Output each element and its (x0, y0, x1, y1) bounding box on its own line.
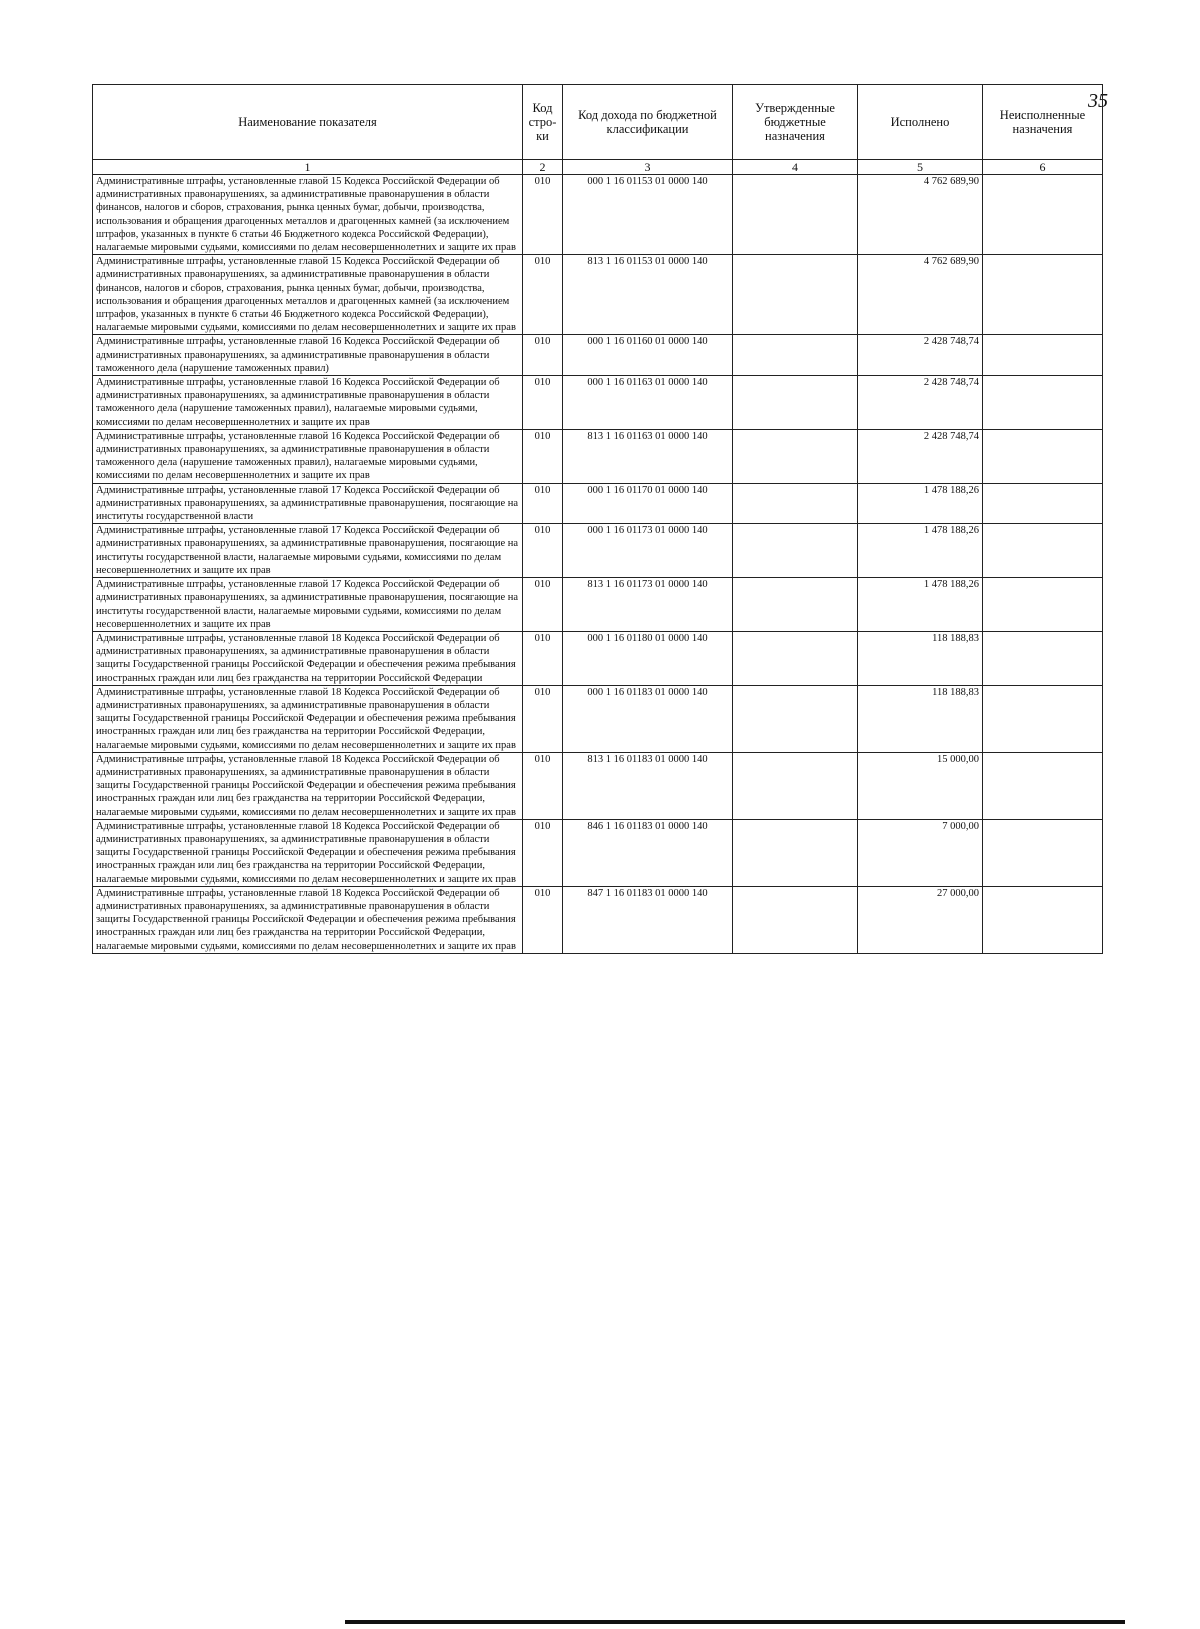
unexecuted-amount (983, 376, 1103, 430)
indicator-name: Административные штрафы, установленные главой 17 Кодекса Российской Федерации об административных правонарушениях, за административные правонарушения, посягающие на институты государственной власти, налагаемые мировыми судьями, комиссиями по делам несовершеннолетних и защите их прав (93, 578, 523, 632)
indicator-name: Административные штрафы, установленные главой 16 Кодекса Российской Федерации об административных правонарушениях, за административные правонарушения в области таможенного дела (нарушение таможенных правил) (93, 335, 523, 376)
table-row (93, 524, 1103, 578)
header-row (93, 85, 1103, 160)
indicator-name: Административные штрафы, установленные главой 17 Кодекса Российской Федерации об административных правонарушениях, за административные правонарушения, посягающие на институты государственной власти (93, 483, 523, 524)
unexecuted-amount (983, 752, 1103, 819)
column-number: 6 (983, 160, 1103, 175)
approved-amount (733, 376, 858, 430)
executed-amount: 15 000,00 (858, 752, 983, 819)
executed-amount: 4 762 689,90 (858, 255, 983, 335)
table-body (93, 175, 1103, 954)
table-row (93, 175, 1103, 255)
executed-amount: 118 188,83 (858, 631, 983, 685)
table-row (93, 429, 1103, 483)
scan-edge-bar (345, 1620, 1125, 1624)
table-row (93, 376, 1103, 430)
income-code: 813 1 16 01153 01 0000 140 (563, 255, 733, 335)
income-code: 000 1 16 01160 01 0000 140 (563, 335, 733, 376)
approved-amount (733, 175, 858, 255)
approved-amount (733, 429, 858, 483)
column-number: 1 (93, 160, 523, 175)
header-approved: Утвержденные бюджетные назначения (733, 85, 858, 160)
table-row (93, 752, 1103, 819)
line-code: 010 (523, 376, 563, 430)
indicator-name: Административные штрафы, установленные главой 15 Кодекса Российской Федерации об административных правонарушениях, за административные правонарушения в области финансов, налогов и сборов, страхования, рынка ценных бумаг, добычи, производства, использования и обращения драгоценных металлов и драгоценных камней (за исключением штрафов, указанных в пункте 6 статьи 46 Бюджетного кодекса Российской Федерации), налагаемые мировыми судьями, комиссиями по делам несовершеннолетних и защите их прав (93, 255, 523, 335)
line-code: 010 (523, 175, 563, 255)
unexecuted-amount (983, 483, 1103, 524)
approved-amount (733, 578, 858, 632)
executed-amount: 2 428 748,74 (858, 429, 983, 483)
executed-amount: 1 478 188,26 (858, 524, 983, 578)
executed-amount: 118 188,83 (858, 685, 983, 752)
unexecuted-amount (983, 886, 1103, 953)
column-number-row (93, 160, 1103, 175)
table-row (93, 335, 1103, 376)
table-row (93, 578, 1103, 632)
line-code: 010 (523, 255, 563, 335)
unexecuted-amount (983, 631, 1103, 685)
unexecuted-amount (983, 685, 1103, 752)
line-code: 010 (523, 631, 563, 685)
column-number: 3 (563, 160, 733, 175)
executed-amount: 2 428 748,74 (858, 335, 983, 376)
budget-report-table (92, 84, 1103, 954)
line-code: 010 (523, 335, 563, 376)
indicator-name: Административные штрафы, установленные главой 18 Кодекса Российской Федерации об административных правонарушениях, за административные правонарушения в области защиты Государственной границы Российской Федерации и обеспечения режима пребывания иностранных граждан или лиц без гражданства на территории Российской Федерации, налагаемые мировыми судьями, комиссиями по делам несовершеннолетних и защите их прав (93, 819, 523, 886)
header-unexecuted: Неисполненные назначения (983, 85, 1103, 160)
indicator-name: Административные штрафы, установленные главой 18 Кодекса Российской Федерации об административных правонарушениях, за административные правонарушения в области защиты Государственной границы Российской Федерации и обеспечения режима пребывания иностранных граждан или лиц без гражданства на территории Российской Федерации, налагаемые мировыми судьями, комиссиями по делам несовершеннолетних и защите их прав (93, 685, 523, 752)
executed-amount: 4 762 689,90 (858, 175, 983, 255)
income-code: 813 1 16 01173 01 0000 140 (563, 578, 733, 632)
income-code: 000 1 16 01153 01 0000 140 (563, 175, 733, 255)
income-code: 846 1 16 01183 01 0000 140 (563, 819, 733, 886)
approved-amount (733, 255, 858, 335)
income-code: 000 1 16 01183 01 0000 140 (563, 685, 733, 752)
indicator-name: Административные штрафы, установленные главой 18 Кодекса Российской Федерации об административных правонарушениях, за административные правонарушения в области защиты Государственной границы Российской Федерации и обеспечения режима пребывания иностранных граждан или лиц без гражданства на территории Российской Федерации, налагаемые мировыми судьями, комиссиями по делам несовершеннолетних и защите их прав (93, 752, 523, 819)
approved-amount (733, 886, 858, 953)
income-code: 000 1 16 01180 01 0000 140 (563, 631, 733, 685)
line-code: 010 (523, 819, 563, 886)
income-code: 000 1 16 01170 01 0000 140 (563, 483, 733, 524)
table-row (93, 631, 1103, 685)
approved-amount (733, 631, 858, 685)
income-code: 813 1 16 01183 01 0000 140 (563, 752, 733, 819)
column-number: 2 (523, 160, 563, 175)
unexecuted-amount (983, 335, 1103, 376)
executed-amount: 7 000,00 (858, 819, 983, 886)
column-number: 5 (858, 160, 983, 175)
indicator-name: Административные штрафы, установленные главой 16 Кодекса Российской Федерации об административных правонарушениях, за административные правонарушения в области таможенного дела (нарушение таможенных правил), налагаемые мировыми судьями, комиссиями по делам несовершеннолетних и защите их прав (93, 376, 523, 430)
income-code: 847 1 16 01183 01 0000 140 (563, 886, 733, 953)
line-code: 010 (523, 685, 563, 752)
indicator-name: Административные штрафы, установленные главой 16 Кодекса Российской Федерации об административных правонарушениях, за административные правонарушения в области таможенного дела (нарушение таможенных правил), налагаемые мировыми судьями, комиссиями по делам несовершеннолетних и защите их прав (93, 429, 523, 483)
income-code: 813 1 16 01163 01 0000 140 (563, 429, 733, 483)
line-code: 010 (523, 429, 563, 483)
approved-amount (733, 819, 858, 886)
indicator-name: Административные штрафы, установленные главой 18 Кодекса Российской Федерации об административных правонарушениях, за административные правонарушения в области защиты Государственной границы Российской Федерации и обеспечения режима пребывания иностранных граждан или лиц без гражданства на территории Российской Федерации, налагаемые мировыми судьями, комиссиями по делам несовершеннолетних и защите их прав (93, 886, 523, 953)
line-code: 010 (523, 483, 563, 524)
unexecuted-amount (983, 524, 1103, 578)
table-row (93, 483, 1103, 524)
header-line-code: Код стро- ки (523, 85, 563, 160)
table-row (93, 255, 1103, 335)
approved-amount (733, 685, 858, 752)
executed-amount: 1 478 188,26 (858, 578, 983, 632)
income-code: 000 1 16 01173 01 0000 140 (563, 524, 733, 578)
income-code: 000 1 16 01163 01 0000 140 (563, 376, 733, 430)
line-code: 010 (523, 524, 563, 578)
unexecuted-amount (983, 255, 1103, 335)
approved-amount (733, 335, 858, 376)
executed-amount: 27 000,00 (858, 886, 983, 953)
table-row (93, 685, 1103, 752)
header-indicator-name: Наименование показателя (93, 85, 523, 160)
table-row (93, 819, 1103, 886)
line-code: 010 (523, 886, 563, 953)
unexecuted-amount (983, 578, 1103, 632)
approved-amount (733, 752, 858, 819)
executed-amount: 2 428 748,74 (858, 376, 983, 430)
header-executed: Исполнено (858, 85, 983, 160)
line-code: 010 (523, 752, 563, 819)
unexecuted-amount (983, 175, 1103, 255)
indicator-name: Административные штрафы, установленные главой 15 Кодекса Российской Федерации об административных правонарушениях, за административные правонарушения в области финансов, налогов и сборов, страхования, рынка ценных бумаг, добычи, производства, использования и обращения драгоценных металлов и драгоценных камней (за исключением штрафов, указанных в пункте 6 статьи 46 Бюджетного кодекса Российской Федерации), налагаемые мировыми судьями, комиссиями по делам несовершеннолетних и защите их прав (93, 175, 523, 255)
header-income-code: Код дохода по бюджетной классификации (563, 85, 733, 160)
unexecuted-amount (983, 429, 1103, 483)
indicator-name: Административные штрафы, установленные главой 18 Кодекса Российской Федерации об административных правонарушениях, за административные правонарушения в области защиты Государственной границы Российской Федерации и обеспечения режима пребывания иностранных граждан или лиц без гражданства на территории Российской Федерации (93, 631, 523, 685)
approved-amount (733, 483, 858, 524)
column-number: 4 (733, 160, 858, 175)
line-code: 010 (523, 578, 563, 632)
approved-amount (733, 524, 858, 578)
indicator-name: Административные штрафы, установленные главой 17 Кодекса Российской Федерации об административных правонарушениях, за административные правонарушения, посягающие на институты государственной власти, налагаемые мировыми судьями, комиссиями по делам несовершеннолетних и защите их прав (93, 524, 523, 578)
unexecuted-amount (983, 819, 1103, 886)
executed-amount: 1 478 188,26 (858, 483, 983, 524)
table-row (93, 886, 1103, 953)
page-number: 35 (1088, 90, 1108, 112)
